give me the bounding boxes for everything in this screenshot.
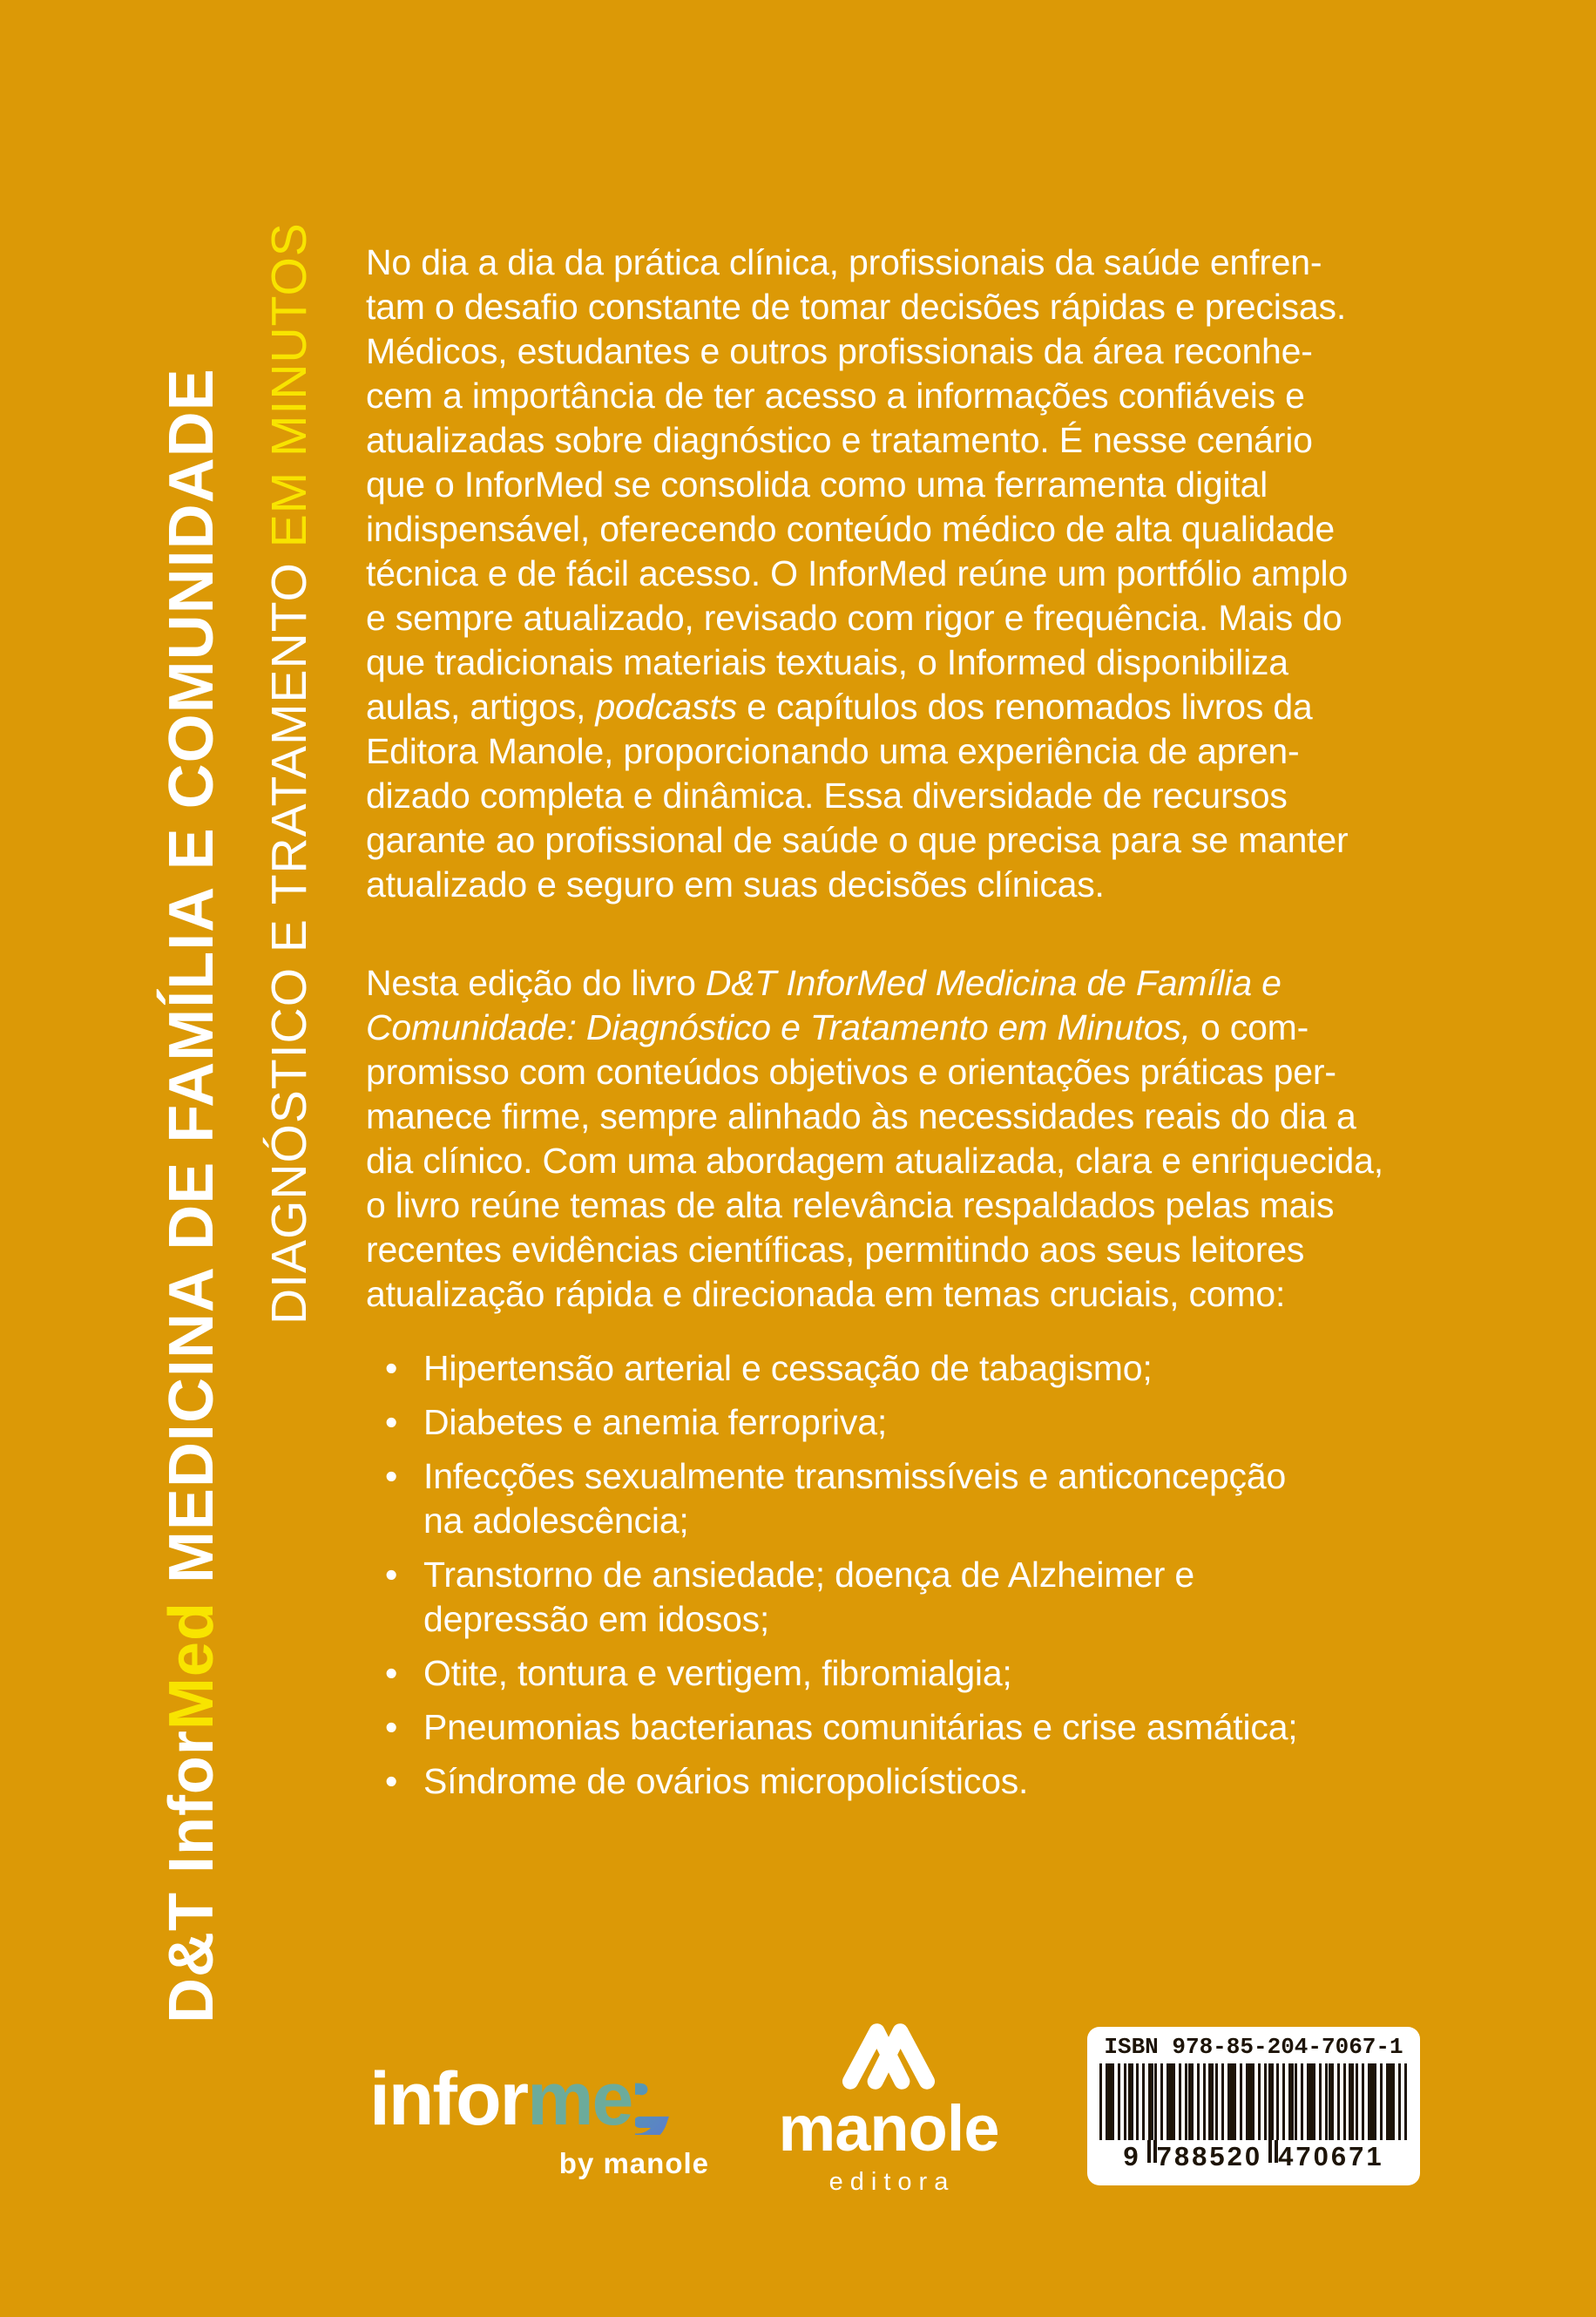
text-segment: o com- — [1190, 1007, 1309, 1047]
barcode-bars-icon — [1099, 2063, 1408, 2140]
bullet-text — [423, 1454, 1286, 1543]
barcode-guard-bar-icon — [1268, 2140, 1272, 2163]
text-line: Hipertensão arterial e cessação de tabagismo; — [423, 1348, 1153, 1388]
manole-monogram-icon — [835, 2018, 943, 2093]
text-line: atualizadas sobre diagnóstico e tratamento. É nesse cenário — [366, 420, 1313, 460]
text-line: dizado completa e dinâmica. Essa diversidade de recursos — [366, 776, 1288, 816]
text-line: Diabetes e anemia ferropriva; — [423, 1402, 888, 1442]
text-line: indispensável, oferecendo conteúdo médico de alta qualidade — [366, 509, 1335, 549]
manole-editora-label: editora — [828, 2168, 956, 2196]
bullet-text — [423, 1553, 1194, 1642]
list-item — [385, 1759, 1483, 1804]
spine-title-primary — [157, 368, 227, 2023]
text-line: No dia a dia da prática clínica, profissionais da saúde enfren- — [366, 242, 1322, 282]
text-line: o livro reúne temas de alta relevância respaldados pelas mais — [366, 1185, 1335, 1225]
text-line: garante ao profissional de saúde o que precisa para se manter — [366, 820, 1349, 860]
informed-stylized-d-icon — [635, 2065, 696, 2135]
italic-text-segment: D&T InforMed Medicina de Família e — [705, 963, 1282, 1003]
bullet-text — [423, 1705, 1298, 1750]
barcode-digits — [1087, 2140, 1420, 2178]
barcode-guard-bar-icon — [1147, 2140, 1151, 2163]
body-paragraph-2 — [366, 961, 1483, 1317]
text-line — [366, 1006, 1483, 1050]
italic-text-segment: Comunidade: Diagnóstico e Tratamento em Minutos, — [366, 1007, 1191, 1047]
list-item — [385, 1454, 1483, 1543]
text-line: que o InforMed se consolida como uma ferramenta digital — [366, 464, 1268, 505]
informed-logo — [369, 2057, 713, 2180]
text-line: depressão em idosos; — [423, 1599, 770, 1639]
text-segment: Nesta edição do livro — [366, 963, 706, 1003]
isbn-label: ISBN 978-85-204-7067-1 — [1104, 2034, 1403, 2060]
bullet-text — [423, 1346, 1153, 1391]
back-cover-text — [366, 241, 1483, 1813]
text-line: Pneumonias bacterianas comunitárias e crise asmática; — [423, 1707, 1298, 1747]
bullet-icon: • — [385, 1456, 398, 1496]
list-item — [385, 1651, 1483, 1696]
manole-logo — [758, 2018, 1019, 2197]
spine-subtitle-accent: EM MINUTOS — [261, 222, 317, 548]
manole-wordmark: manole — [778, 2092, 999, 2165]
spine-title-main: MEDICINA DE FAMÍLIA E COMUNIDADE — [157, 368, 227, 1602]
bullet-icon: • — [385, 1348, 398, 1388]
spine-brand-med-accent: Med — [157, 1602, 227, 1731]
text-line: técnica e de fácil acesso. O InforMed reúne um portfólio amplo — [366, 553, 1349, 593]
informed-tagline: by manole — [558, 2147, 709, 2179]
text-line: dia clínico. Com uma abordagem atualizada, clara e enriquecida, — [366, 1141, 1383, 1181]
text-line — [366, 961, 1483, 1006]
text-line: que tradicionais materiais textuais, o Informed disponibiliza — [366, 642, 1288, 682]
text-line: na adolescência; — [423, 1501, 689, 1541]
bullet-text — [423, 1759, 1028, 1804]
informed-wordmark-me: me — [527, 2057, 632, 2141]
bullet-icon: • — [385, 1761, 398, 1801]
text-line: Infecções sexualmente transmissíveis e anticoncepção — [423, 1456, 1287, 1496]
text-segment: aulas, artigos, — [366, 687, 596, 727]
text-line: atualizado e seguro em suas decisões clínicas. — [366, 864, 1105, 904]
list-item — [385, 1705, 1483, 1750]
barcode-digit-group: 9 — [1123, 2141, 1141, 2171]
text-line: manece firme, sempre alinhado às necessidades reais do dia a — [366, 1096, 1356, 1136]
text-line: atualização rápida e direcionada em temas cruciais, como: — [366, 1274, 1286, 1314]
informed-wordmark-infor: infor — [369, 2057, 528, 2141]
informed-wordmark — [369, 2057, 713, 2141]
text-line: e sempre atualizado, revisado com rigor e frequência. Mais do — [366, 598, 1342, 638]
text-line: Otite, tontura e vertigem, fibromialgia; — [423, 1653, 1012, 1693]
bullet-text — [423, 1400, 887, 1445]
topics-bullet-list — [366, 1346, 1483, 1804]
barcode-digit-group: 470671 — [1278, 2141, 1384, 2171]
list-item — [385, 1553, 1483, 1642]
list-item — [385, 1400, 1483, 1445]
text-segment: e capítulos dos renomados livros da — [736, 687, 1313, 727]
bullet-text — [423, 1651, 1012, 1696]
text-line: recentes evidências científicas, permitindo aos seus leitores — [366, 1230, 1305, 1270]
text-line: tam o desafio constante de tomar decisões rápidas e precisas. — [366, 287, 1347, 327]
text-line: Síndrome de ovários micropolicísticos. — [423, 1761, 1029, 1801]
text-line: Editora Manole, proporcionando uma experiência de apren- — [366, 731, 1300, 771]
spine-title-secondary — [261, 222, 317, 1324]
list-item — [385, 1346, 1483, 1391]
bullet-icon: • — [385, 1555, 398, 1595]
isbn-barcode-box — [1087, 2027, 1420, 2185]
italic-text-segment: podcasts — [595, 687, 737, 727]
body-paragraph-1 — [366, 241, 1483, 907]
text-line: promisso com conteúdos objetivos e orientações práticas per- — [366, 1052, 1336, 1092]
bullet-icon: • — [385, 1653, 398, 1693]
text-line: Médicos, estudantes e outros profissionais da área reconhe- — [366, 331, 1313, 371]
text-line: Transtorno de ansiedade; doença de Alzheimer e — [423, 1555, 1195, 1595]
spine-brand-dt-informed: D&T Infor — [157, 1730, 227, 2023]
barcode-digit-group: 788520 — [1156, 2141, 1263, 2171]
text-line — [366, 685, 1483, 729]
bullet-icon: • — [385, 1707, 398, 1747]
spine-subtitle: DIAGNÓSTICO E TRATAMENTO — [261, 547, 317, 1324]
bullet-icon: • — [385, 1402, 398, 1442]
text-line: cem a importância de ter acesso a informações confiáveis e — [366, 376, 1305, 416]
